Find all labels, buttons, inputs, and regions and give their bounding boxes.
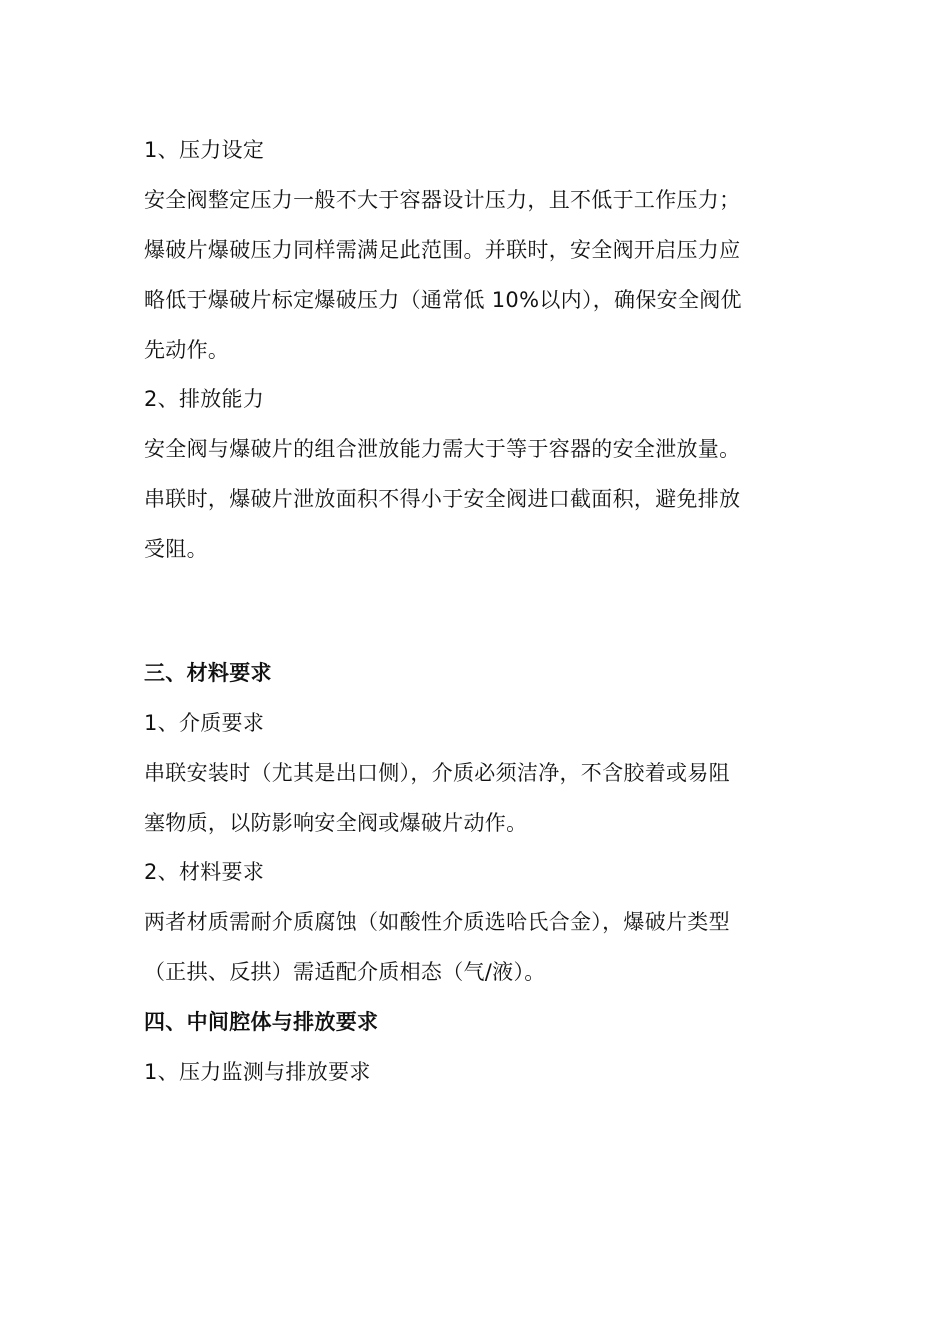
subheading-discharge-capacity: 2、排放能力 [144,387,265,411]
subheading-material-requirements: 2、材料要求 [144,860,265,884]
section-heading-materials: 三、材料要求 [144,661,272,685]
subheading-pressure-setting: 1、压力设定 [144,138,265,162]
subheading-medium-requirements: 1、介质要求 [144,711,265,735]
paragraph-line: 串联时，爆破片泄放面积不得小于安全阀进口截面积，避免排放 [144,487,741,511]
paragraph-line: 塞物质，以防影响安全阀或爆破片动作。 [144,811,528,835]
paragraph-line: 安全阀整定压力一般不大于容器设计压力，且不低于工作压力； [144,188,741,212]
paragraph-line: （正拱、反拱）需适配介质相态（气/液）。 [144,960,546,984]
paragraph-line: 串联安装时（尤其是出口侧），介质必须洁净，不含胶着或易阻 [144,761,730,785]
paragraph-line: 安全阀与爆破片的组合泄放能力需大于等于容器的安全泄放量。 [144,437,741,461]
paragraph-line: 受阻。 [144,537,208,561]
subheading-pressure-monitoring: 1、压力监测与排放要求 [144,1060,371,1084]
paragraph-line: 先动作。 [144,338,230,362]
paragraph-line: 爆破片爆破压力同样需满足此范围。并联时，安全阀开启压力应 [144,238,741,262]
section-heading-intermediate-cavity: 四、中间腔体与排放要求 [144,1010,379,1034]
paragraph-line: 两者材质需耐介质腐蚀（如酸性介质选哈氏合金），爆破片类型 [144,910,730,934]
paragraph-line: 略低于爆破片标定爆破压力（通常低 10%以内），确保安全阀优 [144,288,742,312]
